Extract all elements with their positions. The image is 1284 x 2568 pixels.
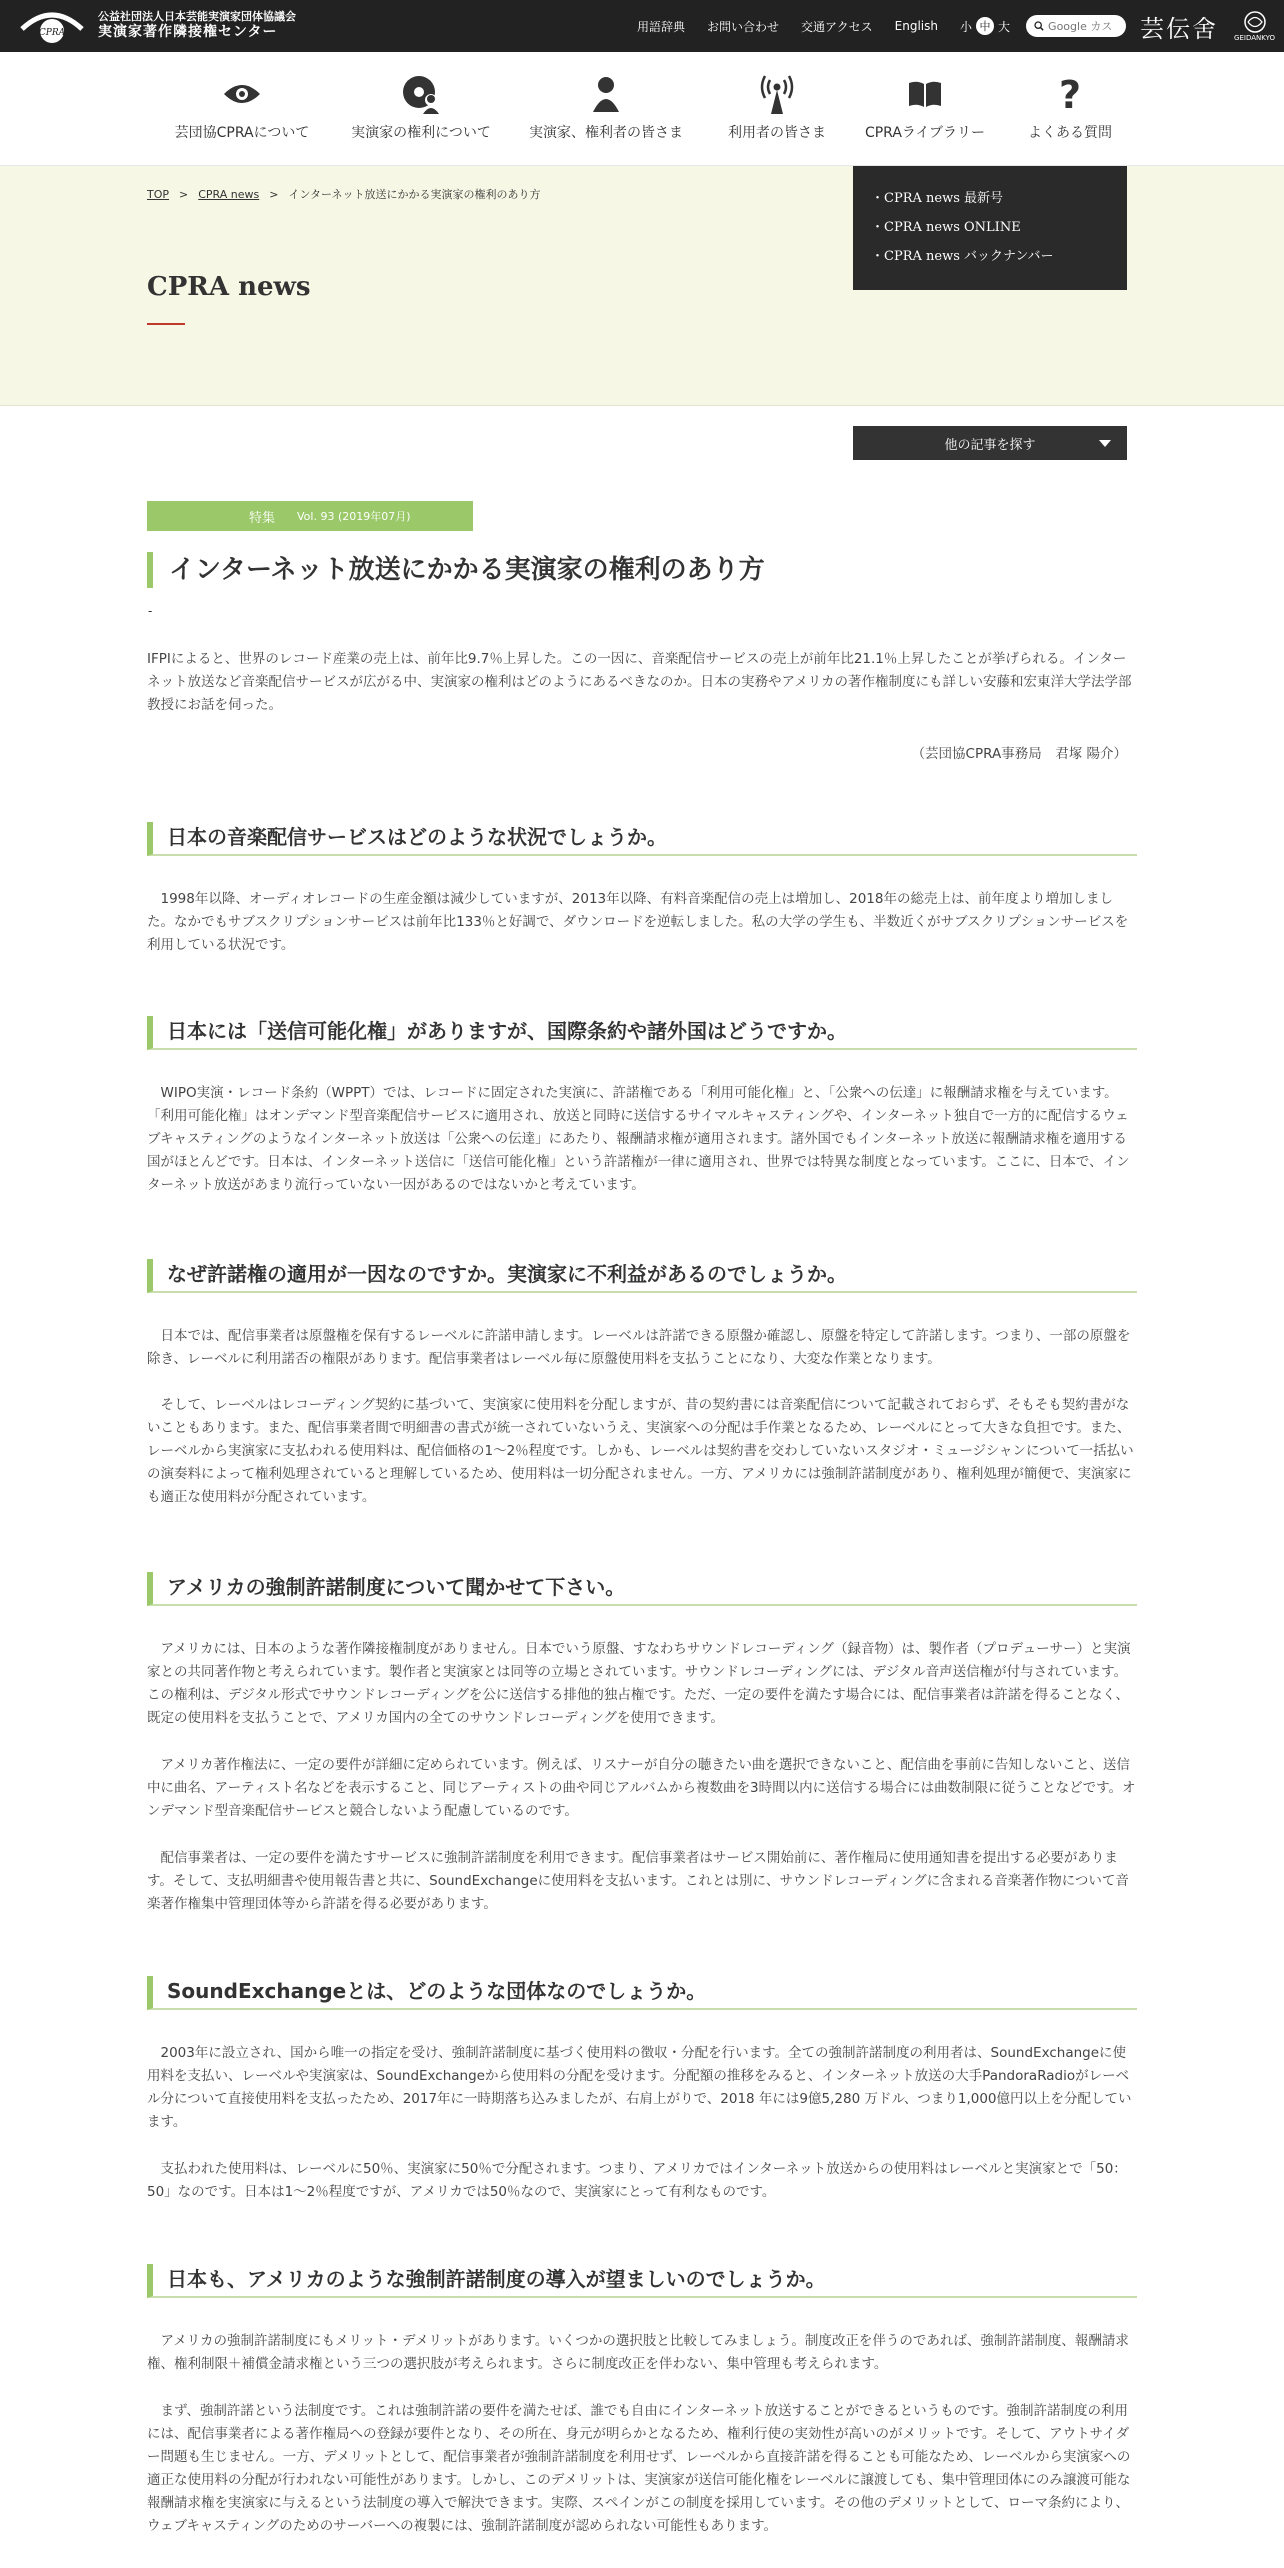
org-title: 実演家著作隣接権センター xyxy=(98,24,278,41)
article-tag xyxy=(147,501,473,531)
link-glossary[interactable]: 用語辞典 xyxy=(637,19,686,34)
geidankyo-text: GEIDANKYO xyxy=(1234,33,1275,42)
cpra-news-menu xyxy=(853,166,1127,290)
article-title: インターネット放送にかかる実演家の権利のあり方 xyxy=(147,552,765,588)
geidensha-logo[interactable]: 芸伝舍 xyxy=(1140,14,1219,43)
page-title: CPRA news xyxy=(147,272,311,302)
svg-text:?: ? xyxy=(1058,76,1082,112)
font-size-large[interactable]: 大 xyxy=(998,19,1011,34)
breadcrumb-current: インターネット放送にかかる実演家の権利のあり方 xyxy=(288,188,541,201)
geidankyo-mark-icon xyxy=(1241,11,1269,33)
section-paragraph: アメリカの強制許諾制度にもメリット・デメリットがあります。いくつかの選択肢と比較してみましょう。制度改正を伴うのであれば、強制許諾制度、報酬請求権、権利制限＋補償金請求権という三つの選択肢が考えられます。さらに制度改正を伴わない、集中管理も考えられます。 xyxy=(147,2333,1129,2372)
section-paragraph: 2003年に設立され、国から唯一の指定を受け、強制許諾制度に基づく使用料の徴収・分配を行います。全ての強制許諾制度の利用者は、SoundExchangeに使用料を支払い、レーベルや実演家は、SoundExchangeから使用料の分配を受けます。分配額の推移をみると、インターネット放送の大手PandoraRadioがレーベル分について直接使用料を支払ったため、2017年に一時期落ち込みましたが、右肩上がりで、2018 年には9億5,280 万ドル、つまり1,000億円以上を分配しています。 xyxy=(147,2045,1132,2130)
breadcrumb-top[interactable]: TOP xyxy=(147,188,170,201)
book-icon xyxy=(907,80,943,108)
section-paragraph: 支払われた使用料は、レーベルに50％、実演家に50％で分配されます。つまり、アメリカではインターネット放送からの使用料はレーベルと実演家とで「50：50」なのです。日本は1～2％程度ですが、アメリカでは50％なので、実演家にとって有利なものです。 xyxy=(147,2161,1127,2200)
nav-performers[interactable] xyxy=(526,72,686,142)
cpra-logo-icon xyxy=(18,7,86,45)
geidankyo-logo[interactable] xyxy=(1234,11,1275,42)
other-articles-dropdown[interactable] xyxy=(853,426,1127,460)
person-icon xyxy=(592,76,620,112)
section-paragraph: 1998年以降、オーディオレコードの生産金額は減少していますが、2013年以降、有料音楽配信の売上は増加し、2018年の総売上は、前年度より増加しました。なかでもサブスクリプションサービスは前年比133％と好調で、ダウンロードを逆転しました。私の大学の学生も、半数近くがサブスクリプションサービスを利用している状況です。 xyxy=(147,891,1129,953)
other-articles-label: 他の記事を探す xyxy=(944,437,1036,453)
antenna-icon xyxy=(760,74,794,114)
nav-label: CPRAライブラリー xyxy=(864,125,986,141)
caret-down-icon xyxy=(1099,440,1111,447)
org-subtitle: 公益社団法人日本芸能実演家団体協議会 xyxy=(98,10,296,24)
font-size-medium[interactable]: 中 xyxy=(976,17,994,35)
nav-about[interactable] xyxy=(172,72,312,142)
article-lead: IFPIによると、世界のレコード産業の売上は、前年比9.7％上昇した。この一因に、音楽配信サービスの売上が前年比21.1％上昇したことが挙げられる。インターネット放送など音楽配信サービスが広がる中、実演家の権利はどのようにあるべきなのか。日本の実務やアメリカの著作権制度にも詳しい安藤和宏東洋大学法学部教授にお話を伺った。 xyxy=(147,651,1132,713)
section-paragraph: まず、強制許諾という法制度です。これは強制許諾の要件を満たせば、誰でも自由にインターネット放送することができるというものです。強制許諾制度の利用には、配信事業者による著作権局への登録が要件となり、その所在、身元が明らかとなるため、権利行使の実効性が高いのがメリットです。そして、アウトサイダー問題も生じません。一方、デメリットとして、配信事業者が強制許諾制度を利用せず、レーベルから直接許諾を得ることも可能なため、レーベルから実演家への適正な使用料の分配が行われない可能性があります。しかし、このデメリットは、実演家が送信可能化権をレーベルに譲渡しても、集中管理団体にのみ譲渡可能な報酬請求権を実演家に与えるという法制度の導入で解決できます。実際、スペインがこの制度を採用しています。その他のデメリットとして、ローマ条約により、ウェブキャスティングのためのサーバーへの複製には、強制許諾制度が認められない可能性もあります。 xyxy=(147,2403,1131,2534)
section-heading: 日本の音楽配信サービスはどのような状況でしょうか。 xyxy=(147,822,1137,856)
svg-text:CPRA: CPRA xyxy=(38,28,66,38)
link-contact[interactable]: お問い合わせ xyxy=(707,19,780,34)
section-heading: 日本には「送信可能化権」がありますが、国際条約や諸外国はどうですか。 xyxy=(147,1016,1137,1050)
nav-label: 実演家の権利について xyxy=(351,125,491,141)
nav-label: 実演家、権利者の皆さま xyxy=(529,125,683,141)
nav-label: 芸団協CPRAについて xyxy=(174,125,310,141)
section-heading: SoundExchangeとは、どのような団体なのでしょうか。 xyxy=(147,1976,1137,2010)
eye-icon xyxy=(222,82,262,106)
nav-label: 利用者の皆さま xyxy=(728,125,826,141)
link-english[interactable]: English xyxy=(894,19,939,33)
font-size-switcher xyxy=(960,17,1010,35)
nav-label: よくある質問 xyxy=(1028,125,1112,141)
article-dash: - xyxy=(148,604,153,618)
section-paragraph: 配信事業者は、一定の要件を満たすサービスに強制許諾制度を利用できます。配信事業者はサービス開始前に、著作権局に使用通知書を提出する必要があります。そして、支払明細書や使用報告書と共に、SoundExchangeに使用料を支払います。これとは別に、サウンドレコーディングに含まれる音楽著作物について音楽著作権集中管理団体等から許諾を得る必要があります。 xyxy=(147,1850,1129,1912)
search-box xyxy=(1026,15,1126,37)
section-heading: なぜ許諾権の適用が一因なのですか。実演家に不利益があるのでしょうか。 xyxy=(147,1259,1137,1293)
section-paragraph: アメリカには、日本のような著作隣接権制度がありません。日本でいう原盤、すなわちサウンドレコーディング（録音物）は、製作者（プロデューサー）と実演家との共同著作物と考えられています。製作者と実演家とは同等の立場とされています。サウンドレコーディングには、デジタル音声送信権が付与されています。この権利は、デジタル形式でサウンドレコーディングを公に送信する排他的独占権です。ただ、一定の要件を満たす場合には、配信事業者は許諾を得ることなく、既定の使用料を支払うことで、アメリカ国内の全てのサウンドレコーディングを使用できます。 xyxy=(147,1641,1131,1726)
section-paragraph: WIPO実演・レコード条約（WPPT）では、レコードに固定された実演に、許諾権である「利用可能化権」と、「公衆への伝達」に報酬請求権を与えています。「利用可能化権」はオンデマンド型音楽配信サービスに適用され、放送と同時に送信するサイマルキャスティングや、インターネット独自で一方的に配信するウェブキャスティングのようなインターネット放送は「公衆への伝達」にあたり、報酬請求権が適用されます。諸外国でもインターネット放送に報酬請求権を適用する国がほとんどです。日本は、インターネット送信に「送信可能化権」という許諾権が一律に適用され、世界では特異な制度となっています。ここに、日本で、インターネット放送があまり流行っていない一因があるのではないかと考えています。 xyxy=(147,1085,1130,1193)
title-underline xyxy=(147,323,185,325)
news-menu-backnumber[interactable]: ・CPRA news バックナンバー xyxy=(871,249,1054,264)
search-icon[interactable] xyxy=(1034,20,1044,32)
news-menu-latest[interactable]: ・CPRA news 最新号 xyxy=(871,191,1004,206)
top-bar xyxy=(0,0,1284,52)
link-access[interactable]: 交通アクセス xyxy=(801,19,873,34)
nav-rights[interactable] xyxy=(346,72,496,142)
breadcrumb: TOP > CPRA news > インターネット放送にかかる実演家の権利のあり方 xyxy=(147,188,541,201)
nav-library[interactable] xyxy=(860,72,990,142)
disc-person-icon xyxy=(401,74,441,114)
tag-label: 特集 xyxy=(249,510,276,526)
news-menu-online[interactable]: ・CPRA news ONLINE xyxy=(871,220,1021,235)
nav-users[interactable] xyxy=(722,72,832,142)
question-icon xyxy=(1058,76,1082,112)
section-heading: 日本も、アメリカのような強制許諾制度の導入が望ましいのでしょうか。 xyxy=(147,2264,1137,2298)
search-input[interactable] xyxy=(1048,20,1118,33)
section-paragraph: そして、レーベルはレコーディング契約に基づいて、実演家に使用料を分配しますが、昔の契約書には音楽配信について記載されておらず、そもそも契約書がないこともあります。また、配信事業者間で明細書の書式が統一されていないうえ、実演家への分配は手作業となるため、レーベルにとって大きな負担です。また、レーベルから実演家に支払われる使用料は、配信価格の1～2％程度です。しかも、レーベルは契約書を交わしていないスタジオ・ミュージシャンについて一括払いの演奏料によって権利処理されていると理解しているため、使用料は一切分配されません。一方、アメリカには強制許諾制度があり、権利処理が簡便で、実演家にも適正な使用料が分配されています。 xyxy=(147,1397,1134,1505)
nav-faq[interactable] xyxy=(1022,72,1118,142)
font-size-small[interactable]: 小 xyxy=(960,19,973,34)
site-logo[interactable] xyxy=(18,7,296,45)
section-paragraph: アメリカ著作権法に、一定の要件が詳細に定められています。例えば、リスナーが自分の聴きたい曲を選択できないこと、配信曲を事前に告知しないこと、送信中に曲名、アーティスト名などを表示すること、同じアーティストの曲や同じアルバムから複数曲を3時間以内に送信する場合には曲数制限に従うことなどです。オンデマンド型音楽配信サービスと競合しないよう配慮しているのです。 xyxy=(147,1757,1136,1819)
breadcrumb-cpra-news[interactable]: CPRA news xyxy=(198,188,260,201)
article-signoff: （芸団協CPRA事務局 君塚 陽介） xyxy=(911,746,1127,762)
volume-label: Vol. 93 (2019年07月) xyxy=(297,510,411,523)
utility-links xyxy=(637,0,1275,52)
main-nav xyxy=(0,52,1284,166)
section-paragraph: 日本では、配信事業者は原盤権を保有するレーベルに許諾申請します。レーベルは許諾できる原盤か確認し、原盤を特定して許諾します。つまり、一部の原盤を除き、レーベルに利用諾否の権限があります。配信事業者はレーベル毎に原盤使用料を支払うことになり、大変な作業となります。 xyxy=(147,1328,1131,1367)
section-heading: アメリカの強制許諾制度について聞かせて下さい。 xyxy=(147,1572,1137,1606)
